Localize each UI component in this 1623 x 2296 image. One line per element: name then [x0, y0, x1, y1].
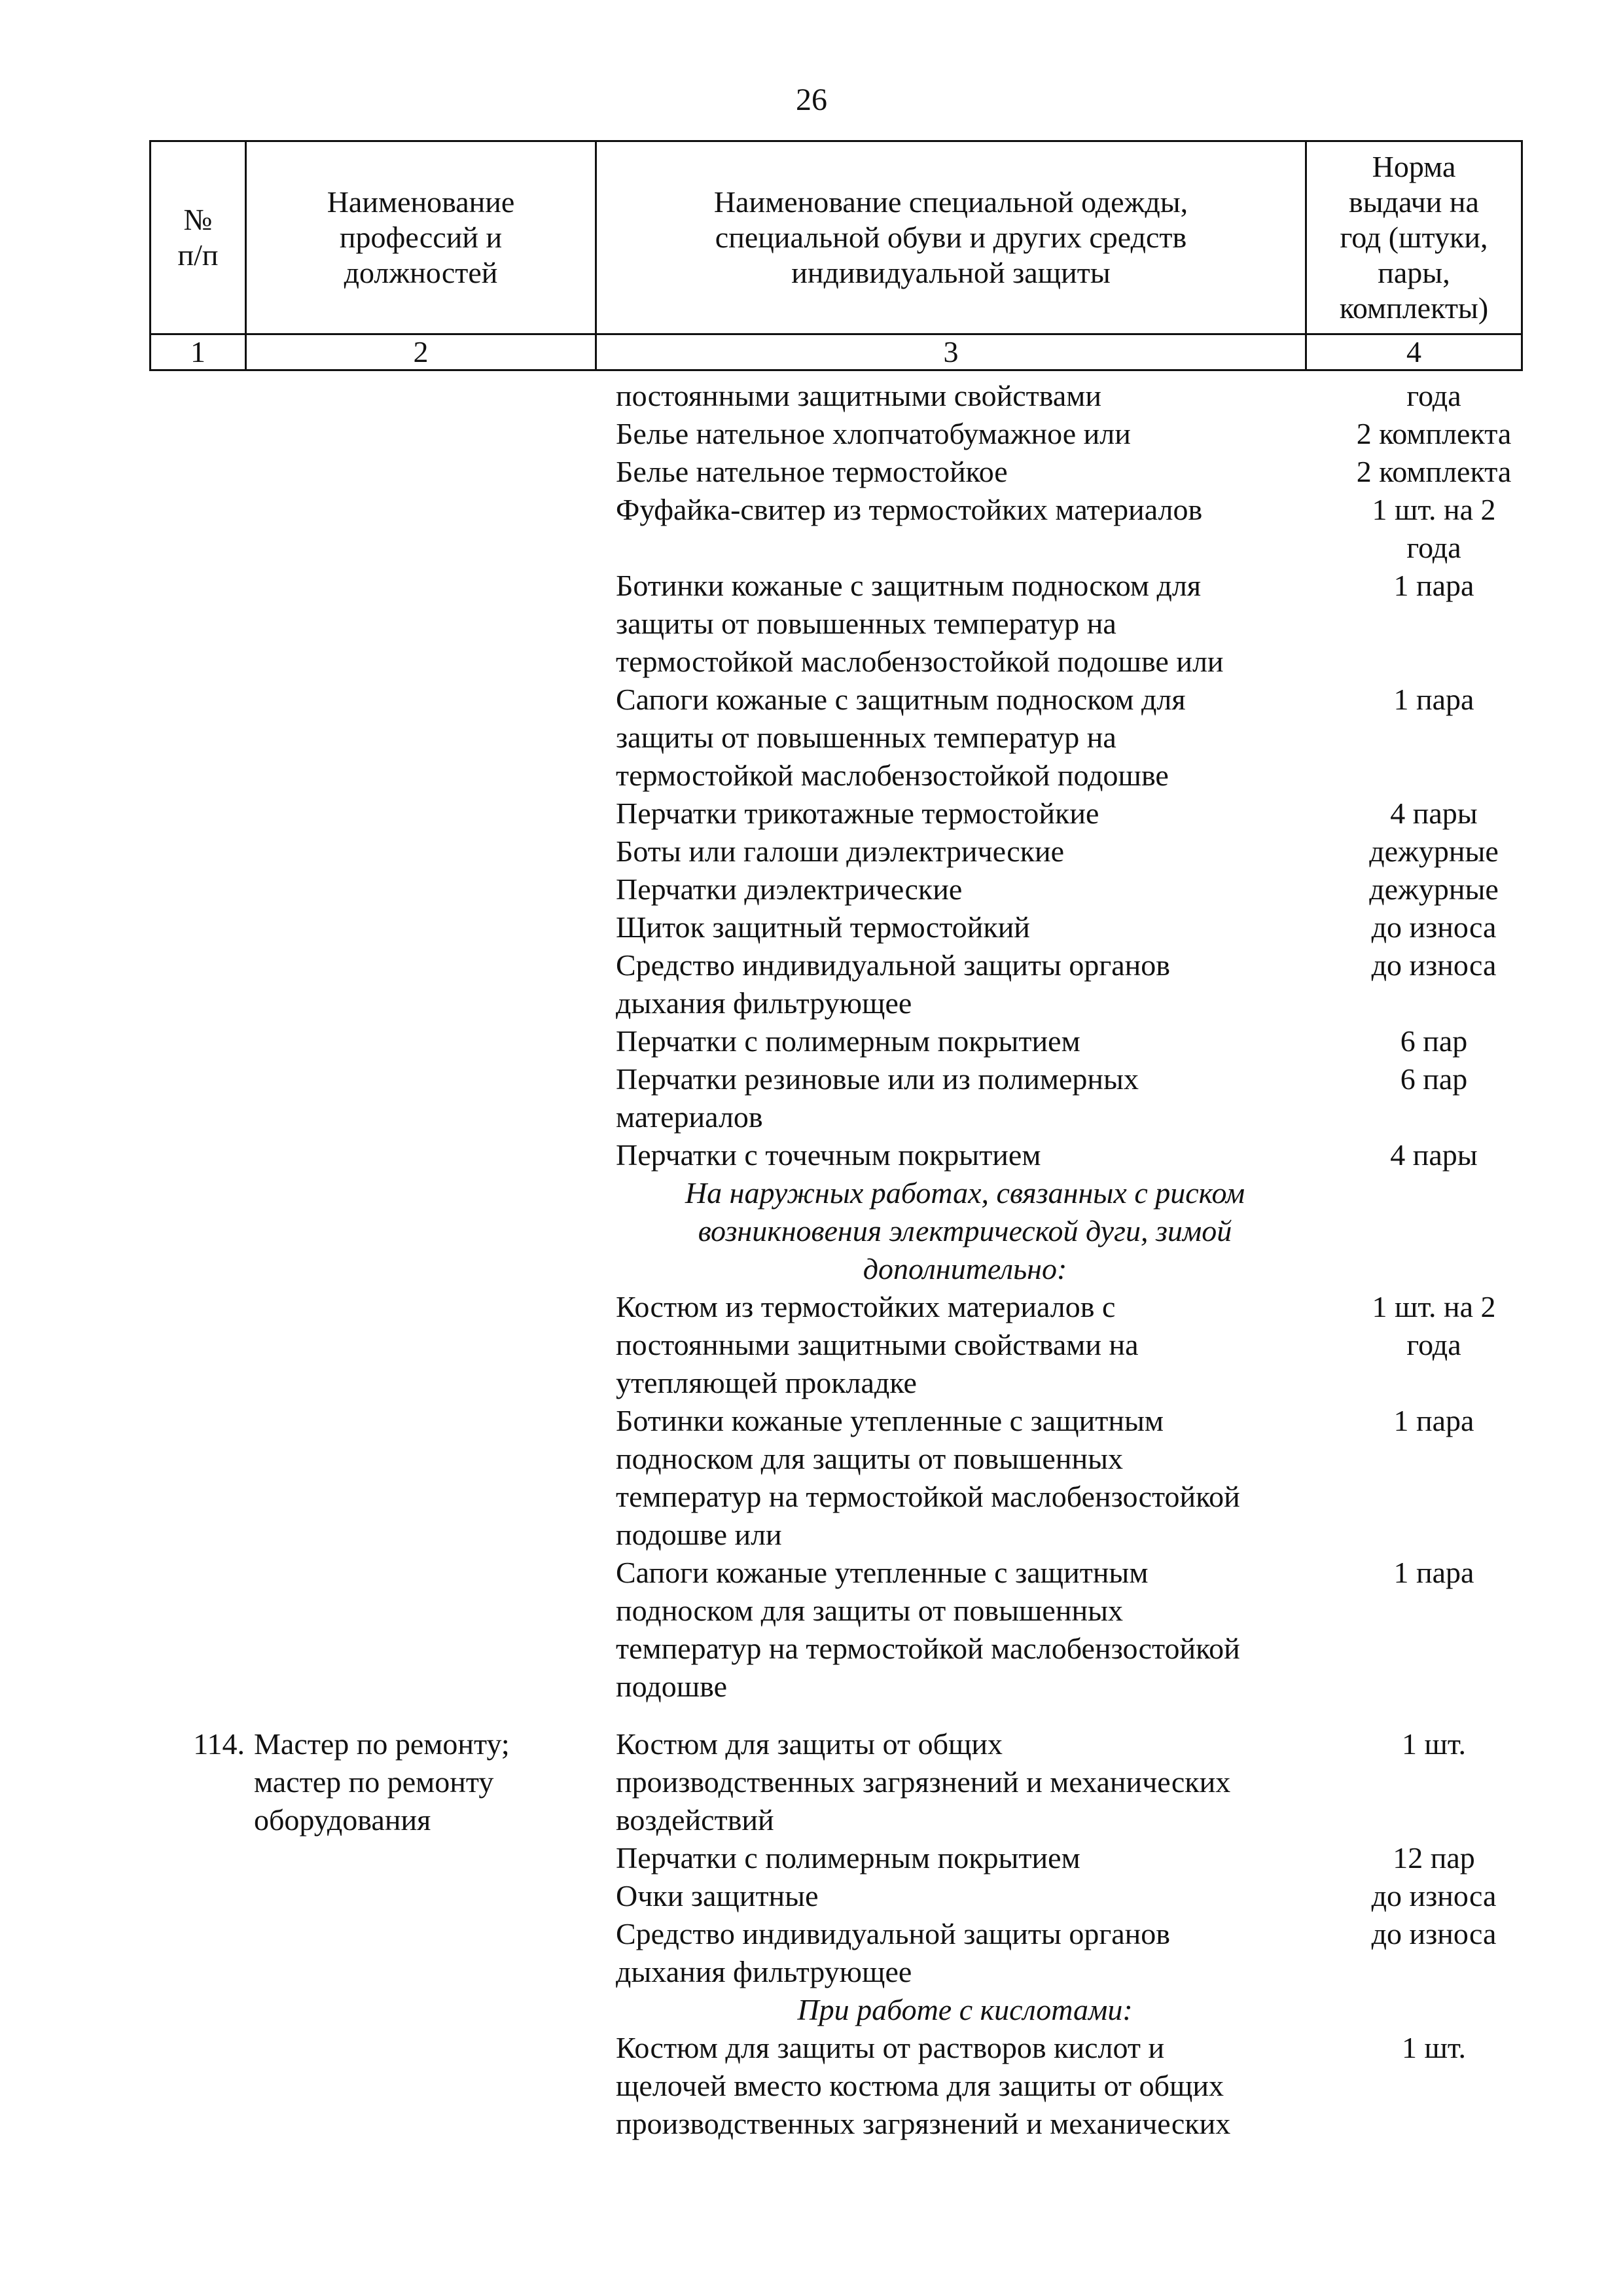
row-item [604, 1554, 1326, 1706]
row-item [604, 681, 1326, 795]
item-line: дыхания фильтрующее [616, 986, 912, 1020]
item-line: Перчатки трикотажные термостойкие [616, 797, 1099, 830]
row-number [149, 795, 245, 833]
row-norm [1326, 1022, 1542, 1060]
table-row [149, 453, 1542, 491]
heading-line: возникновения электрической дуги, зимой [698, 1214, 1232, 1247]
item-line: дыхания фильтрующее [616, 1955, 912, 1988]
item-line: температур на термостойкой маслобензостойкой [616, 1480, 1240, 1513]
row-profession [245, 946, 604, 1022]
row-profession [245, 908, 604, 946]
item-line: подноском для защиты от повышенных [616, 1594, 1123, 1627]
item-line: Сапоги кожаные утепленные с защитным [616, 1556, 1149, 1589]
heading-line: На наружных работах, связанных с риском [685, 1176, 1245, 1210]
item-line: производственных загрязнений и механических [616, 2107, 1231, 2140]
norm-line: до износа [1371, 1879, 1497, 1912]
header-line: профессий и [339, 221, 503, 254]
table-row [149, 567, 1542, 681]
row-norm [1326, 415, 1542, 453]
row-norm [1326, 1136, 1542, 1174]
row-profession [245, 833, 604, 870]
norm-line: 1 шт. на 2 [1372, 493, 1496, 526]
heading-line: дополнительно: [863, 1252, 1067, 1285]
row-norm [1326, 1915, 1542, 1991]
header-line: специальной обуви и других средств [715, 221, 1187, 254]
row-profession [245, 870, 604, 908]
row-number [149, 567, 245, 681]
norm-line: 4 пары [1390, 797, 1478, 830]
item-line: Белье нательное термостойкое [616, 455, 1008, 488]
row-number [149, 453, 245, 491]
row-item [604, 1839, 1326, 1877]
row-norm [1326, 795, 1542, 833]
item-line: Ботинки кожаные с защитным подноском для [616, 569, 1202, 602]
row-number [149, 491, 245, 567]
header-line: должностей [344, 256, 498, 289]
row-number [149, 1915, 245, 1991]
table-row [149, 1060, 1542, 1136]
row-norm [1326, 870, 1542, 908]
row-number [149, 1022, 245, 1060]
item-line: щелочей вместо костюма для защиты от общих [616, 2069, 1224, 2102]
row-norm [1326, 2029, 1542, 2143]
norm-line: года [1406, 531, 1461, 564]
header-col-number [151, 141, 246, 334]
row-item [604, 1402, 1326, 1554]
table-row [149, 491, 1542, 567]
item-line: воздействий [616, 1803, 774, 1837]
header-line: пары, [1378, 256, 1450, 289]
table-row [149, 681, 1542, 795]
header-col-profession [246, 141, 596, 334]
row-item [604, 453, 1326, 491]
row-number [149, 681, 245, 795]
norm-line: 1 пара [1393, 1556, 1474, 1589]
norm-line: до износа [1371, 948, 1497, 982]
row-item [604, 415, 1326, 453]
item-line: термостойкой маслобензостойкой подошве [616, 759, 1169, 792]
table-row [149, 1915, 1542, 1991]
item-line: Перчатки диэлектрические [616, 872, 963, 906]
header-line: Наименование [327, 185, 515, 219]
column-number-4: 4 [1306, 334, 1522, 370]
row-norm [1326, 1725, 1542, 1839]
heading-line: При работе с кислотами: [797, 1993, 1133, 2026]
table-row [149, 1554, 1542, 1706]
item-line: Перчатки резиновые или из полимерных [616, 1062, 1139, 1096]
header-col-item [596, 141, 1306, 334]
row-item [604, 567, 1326, 681]
column-number-2: 2 [246, 334, 596, 370]
item-line: подошве или [616, 1518, 782, 1551]
profession-line: Мастер по ремонту; [254, 1727, 510, 1761]
norm-line: года [1406, 379, 1461, 412]
item-line: Костюм для защиты от растворов кислот и [616, 2031, 1165, 2064]
norm-line: 1 шт. на 2 [1372, 1290, 1496, 1323]
norm-line: 6 пар [1400, 1024, 1468, 1058]
table-row [149, 1839, 1542, 1877]
row-item [604, 1060, 1326, 1136]
norm-line: 4 пары [1390, 1138, 1478, 1172]
item-line: защиты от повышенных температур на [616, 721, 1116, 754]
table-row [149, 1877, 1542, 1915]
item-line: Костюм из термостойких материалов с [616, 1290, 1116, 1323]
row-norm [1326, 946, 1542, 1022]
row-item [604, 1706, 1326, 1725]
item-line: защиты от повышенных температур на [616, 607, 1116, 640]
item-line: Белье нательное хлопчатобумажное или [616, 417, 1131, 450]
row-norm [1326, 1402, 1542, 1554]
item-line: Ботинки кожаные утепленные с защитным [616, 1404, 1164, 1437]
row-norm [1326, 491, 1542, 567]
header-line: Наименование специальной одежды, [713, 185, 1188, 219]
row-number [149, 870, 245, 908]
row-number: 114. [193, 1727, 245, 1761]
item-line: Щиток защитный термостойкий [616, 910, 1030, 944]
row-number [149, 1706, 245, 1725]
row-number [149, 1839, 245, 1877]
row-profession [245, 491, 604, 567]
item-line: материалов [616, 1100, 763, 1134]
row-number [149, 1991, 245, 2029]
item-line: Фуфайка-свитер из термостойких материалов [616, 493, 1203, 526]
row-profession [245, 1839, 604, 1877]
item-line: утепляющей прокладке [616, 1366, 917, 1399]
row-profession [245, 681, 604, 795]
item-line: постоянными защитными свойствами на [616, 1328, 1139, 1361]
row-profession [245, 377, 604, 415]
row-item [604, 2029, 1326, 2143]
item-line: термостойкой маслобензостойкой подошве или [616, 645, 1224, 678]
norm-line: дежурные [1369, 834, 1499, 868]
item-line: Средство индивидуальной защиты органов [616, 1917, 1170, 1950]
row-norm [1326, 908, 1542, 946]
row-item [604, 377, 1326, 415]
table-row [149, 1725, 1542, 1839]
row-profession [245, 1915, 604, 1991]
table-row [149, 833, 1542, 870]
item-line: температур на термостойкой маслобензостойкой [616, 1632, 1240, 1665]
row-number [149, 377, 245, 415]
norm-line: года [1406, 1328, 1461, 1361]
row-norm [1326, 567, 1542, 681]
row-number [149, 2029, 245, 2143]
item-line: Сапоги кожаные с защитным подноском для [616, 683, 1186, 716]
row-profession [245, 2029, 604, 2143]
item-line: Перчатки с полимерным покрытием [616, 1841, 1080, 1874]
row-norm [1326, 1991, 1542, 2029]
row-item [604, 1877, 1326, 1915]
table-header [149, 140, 1523, 371]
row-item [604, 908, 1326, 946]
table-row [149, 946, 1542, 1022]
column-number-3: 3 [596, 334, 1306, 370]
table-row [149, 795, 1542, 833]
row-number [149, 415, 245, 453]
row-profession [245, 415, 604, 453]
row-profession [245, 1554, 604, 1706]
header-line: год (штуки, [1340, 221, 1488, 254]
header-line: Норма [1372, 150, 1456, 183]
item-line: Боты или галоши диэлектрические [616, 834, 1065, 868]
table-body [149, 377, 1542, 2143]
row-norm [1326, 1706, 1542, 1725]
row-norm [1326, 833, 1542, 870]
row-profession [245, 1136, 604, 1174]
table-row [149, 908, 1542, 946]
row-profession [245, 567, 604, 681]
row-profession [245, 1060, 604, 1136]
header-col-norm [1306, 141, 1522, 334]
item-line: Перчатки с полимерным покрытием [616, 1024, 1080, 1058]
row-item [604, 1725, 1326, 1839]
page-number: 26 [796, 82, 827, 117]
row-item [604, 795, 1326, 833]
table-row [149, 870, 1542, 908]
row-norm [1326, 1288, 1542, 1402]
header-line: выдачи на [1349, 185, 1479, 219]
row-profession [245, 1174, 604, 1288]
item-line: Костюм для защиты от общих [616, 1727, 1003, 1761]
norm-line: 2 комплекта [1356, 417, 1512, 450]
section-heading [604, 1991, 1326, 2029]
item-line: производственных загрязнений и механических [616, 1765, 1231, 1799]
row-number [149, 1554, 245, 1706]
header-line: № [183, 203, 213, 236]
table-row [149, 1706, 1542, 1725]
column-number-1: 1 [151, 334, 246, 370]
row-item [604, 1136, 1326, 1174]
row-norm [1326, 377, 1542, 415]
table-row [149, 1288, 1542, 1402]
table-row [149, 1174, 1542, 1288]
table-row [149, 1991, 1542, 2029]
row-item [604, 833, 1326, 870]
item-line: Очки защитные [616, 1879, 819, 1912]
table-row [149, 1022, 1542, 1060]
row-profession [245, 453, 604, 491]
row-profession [245, 1725, 604, 1839]
item-line: Перчатки с точечным покрытием [616, 1138, 1041, 1172]
table-row [149, 1136, 1542, 1174]
norm-line: 1 шт. [1401, 1727, 1467, 1761]
row-number [149, 908, 245, 946]
row-number [149, 946, 245, 1022]
row-number [149, 1136, 245, 1174]
row-item [604, 1915, 1326, 1991]
row-profession [245, 1402, 604, 1554]
row-profession [245, 1706, 604, 1725]
norm-line: 6 пар [1400, 1062, 1468, 1096]
norm-line: 1 пара [1393, 569, 1474, 602]
row-profession [245, 795, 604, 833]
row-norm [1326, 1554, 1542, 1706]
row-profession [245, 1288, 604, 1402]
profession-line: оборудования [254, 1803, 431, 1837]
norm-line: 12 пар [1393, 1841, 1475, 1874]
row-item [604, 491, 1326, 567]
item-line: Средство индивидуальной защиты органов [616, 948, 1170, 982]
row-number [149, 1402, 245, 1554]
profession-line: мастер по ремонту [254, 1765, 494, 1799]
table-row [149, 377, 1542, 415]
row-norm [1326, 681, 1542, 795]
row-item [604, 1022, 1326, 1060]
table-row [149, 415, 1542, 453]
row-norm [1326, 1174, 1542, 1288]
row-norm [1326, 453, 1542, 491]
row-number [149, 1877, 245, 1915]
norm-line: 1 пара [1393, 683, 1474, 716]
row-item [604, 870, 1326, 908]
item-line: подноском для защиты от повышенных [616, 1442, 1123, 1475]
header-line: п/п [177, 238, 219, 272]
row-number [149, 1060, 245, 1136]
row-profession [245, 1022, 604, 1060]
norm-line: 1 шт. [1401, 2031, 1467, 2064]
item-line: постоянными защитными свойствами [616, 379, 1102, 412]
item-line: подошве [616, 1670, 727, 1703]
section-heading [604, 1174, 1326, 1288]
row-norm [1326, 1060, 1542, 1136]
row-profession [245, 1991, 604, 2029]
norm-line: 1 пара [1393, 1404, 1474, 1437]
row-norm [1326, 1839, 1542, 1877]
row-norm [1326, 1877, 1542, 1915]
row-profession [245, 1877, 604, 1915]
header-line: индивидуальной защиты [791, 256, 1111, 289]
table-row [149, 2029, 1542, 2143]
row-number [149, 1288, 245, 1402]
norm-line: дежурные [1369, 872, 1499, 906]
norm-line: 2 комплекта [1356, 455, 1512, 488]
row-item [604, 1288, 1326, 1402]
norm-line: до износа [1371, 1917, 1497, 1950]
row-item [604, 946, 1326, 1022]
norm-line: до износа [1371, 910, 1497, 944]
table-row [149, 1402, 1542, 1554]
header-line: комплекты) [1339, 291, 1489, 325]
row-number [149, 833, 245, 870]
row-number [149, 1174, 245, 1288]
